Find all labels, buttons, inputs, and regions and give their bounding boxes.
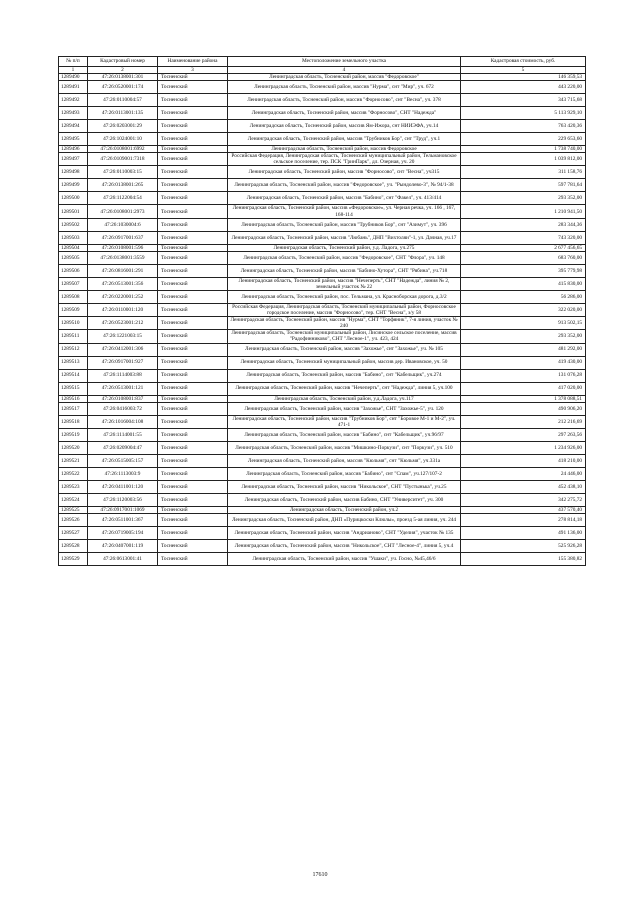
district-cell: Тосненский — [158, 107, 228, 120]
cadastral-number-cell: 47:26:0412001:306 — [88, 343, 158, 356]
value-cell: 1 738 740,00 — [461, 146, 586, 153]
district-cell: Тосненский — [158, 146, 228, 153]
table-row — [59, 369, 586, 382]
district-cell: Тосненский — [158, 480, 228, 493]
table-row — [59, 264, 586, 277]
table-row — [59, 480, 586, 493]
cadastral-number-cell: 47:26:0113001:135 — [88, 107, 158, 120]
row-number-cell: 1289512 — [59, 343, 88, 356]
location-cell: Ленинградская область, Тосненский район, массив "Мишкино-Поркузи", снт "Поркузи", уч. 510 — [228, 441, 461, 454]
location-cell: Ленинградская область, Тосненский муниципальный район, Лисинское сельское поселение, массив "Радофинниково", СНТ "Лесное-1", уч. 423, 424 — [228, 330, 461, 343]
value-cell: 525 926,28 — [461, 539, 586, 552]
table-row — [59, 179, 586, 192]
location-cell: Ленинградская область, Тосненский район, массив "Захожье", снт "Захожье", уч. № 105 — [228, 343, 461, 356]
row-number-cell: 1289504 — [59, 244, 88, 251]
location-cell: Ленинградская область, Тосненский район, массив "Бабино", снт "Факел", уч. 413/414 — [228, 192, 461, 205]
row-number-cell: 1289510 — [59, 317, 88, 330]
table-row — [59, 94, 586, 107]
table-row — [59, 218, 586, 231]
location-cell: Ленинградская область, Тосненский район, массив "Захожье", СНТ "Захожье-5", уч. 120 — [228, 402, 461, 415]
district-cell: Тосненский — [158, 513, 228, 526]
value-cell: 418 210,00 — [461, 454, 586, 467]
row-number-cell: 1289492 — [59, 94, 88, 107]
district-cell: Тосненский — [158, 133, 228, 146]
location-cell: Ленинградская область, Тосненский район, массив «Федоровское», ул. Черная речка, уч. 166 , 167, 168-114 — [228, 205, 461, 218]
district-cell: Тосненский — [158, 153, 228, 166]
value-cell: 1 378 088,51 — [461, 395, 586, 402]
district-cell: Тосненский — [158, 382, 228, 395]
table-row — [59, 81, 586, 94]
value-cell: 322 020,00 — [461, 303, 586, 316]
table-row — [59, 415, 586, 428]
cadastral-number-cell: 47:26:1122004:54 — [88, 192, 158, 205]
column-number: 5 — [461, 67, 586, 74]
location-cell: Ленинградская область, Тосненский район, у.д.Ладога, уч.117 — [228, 395, 461, 402]
location-cell: Ленинградская область, Тосненский район, массив Бабино, СНТ "Университет", уч. 300 — [228, 493, 461, 506]
cadastral-number-cell: 47:26:0613001:41 — [88, 552, 158, 565]
location-cell: Ленинградская область, Тосненский район, массив "Никольское", СНТ "Лесное-4", линия 5, уч.4 — [228, 539, 461, 552]
district-cell: Тосненский — [158, 539, 228, 552]
cadastral-number-cell: 47:26:0108001:2973 — [88, 205, 158, 218]
table-row — [59, 395, 586, 402]
location-cell: Ленинградская область, Тосненский район, массив "Нечеперть", СНТ "Надежда", линия № 2, земельный участок № 22 — [228, 277, 461, 290]
row-number-cell: 1289493 — [59, 107, 88, 120]
location-cell: Ленинградская область, Тосненский район, массив "Бабино", снт "Спам", уч.127/107-2 — [228, 467, 461, 480]
row-number-cell: 1289502 — [59, 218, 88, 231]
district-cell: Тосненский — [158, 244, 228, 251]
row-number-cell: 1289520 — [59, 441, 88, 454]
value-cell: 452 438,10 — [461, 480, 586, 493]
page-number: 17610 — [312, 872, 328, 878]
column-number-row — [59, 67, 586, 74]
district-cell: Тосненский — [158, 467, 228, 480]
location-cell: Ленинградская область, Тосненский район, массив "Кюльмя", снт "Кюльмя", уч.331а — [228, 454, 461, 467]
row-number-cell: 1289494 — [59, 120, 88, 133]
row-number-cell: 1289501 — [59, 205, 88, 218]
cadastral-number-cell: 47:26:1221003:15 — [88, 330, 158, 343]
cadastral-number-cell: 47:26:1024001:10 — [88, 133, 158, 146]
district-cell: Тосненский — [158, 231, 228, 244]
value-cell: 155 380,82 — [461, 552, 586, 565]
cadastral-number-cell: 47:26:1120003:56 — [88, 493, 158, 506]
table-row — [59, 402, 586, 415]
district-cell: Тосненский — [158, 317, 228, 330]
row-number-cell: 1289523 — [59, 480, 88, 493]
location-cell: Ленинградская область, Тосненский район, массив "Никольское", СНТ "Пустынька", уч.25 — [228, 480, 461, 493]
value-cell: 342 275,72 — [461, 493, 586, 506]
district-cell: Тосненский — [158, 277, 228, 290]
value-cell: 311 158,76 — [461, 166, 586, 179]
district-cell: Тосненский — [158, 74, 228, 81]
table-row — [59, 120, 586, 133]
location-cell: Ленинградская область, Тосненский район, массив "Форносово", СНТ "Надежда" — [228, 107, 461, 120]
row-number-cell: 1289503 — [59, 231, 88, 244]
row-number-cell: 1289513 — [59, 356, 88, 369]
district-cell: Тосненский — [158, 369, 228, 382]
district-cell: Тосненский — [158, 526, 228, 539]
row-number-cell: 1289522 — [59, 467, 88, 480]
value-cell: 437 570,40 — [461, 506, 586, 513]
table-row — [59, 303, 586, 316]
location-cell: Ленинградская область, Тосненский район, массив Ям-Ижора, снт НИИЭФА, уч.14 — [228, 120, 461, 133]
location-cell: Ленинградская область, Тосненский район, массив "Трубников Бор", снт "Азимут", уч. 396 — [228, 218, 461, 231]
row-number-cell: 1289527 — [59, 526, 88, 539]
district-cell: Тосненский — [158, 120, 228, 133]
location-cell: Ленинградская область, Тосненский район, массив "Нурма", СНТ "Торфяник", 7-я линия, участок № 240 — [228, 317, 461, 330]
cadastral-number-cell: 47:26:0110003:15 — [88, 166, 158, 179]
value-cell: 1 210 941,50 — [461, 205, 586, 218]
cadastral-number-cell: 47:26:0407001:119 — [88, 539, 158, 552]
column-number: 3 — [158, 67, 228, 74]
row-number-cell: 1289514 — [59, 369, 88, 382]
table-row — [59, 493, 586, 506]
table-row — [59, 441, 586, 454]
cadastral-number-cell: 47:26:0110004:57 — [88, 94, 158, 107]
table-row — [59, 467, 586, 480]
cadastral-number-cell: 47:26:1016004:108 — [88, 415, 158, 428]
table-body — [59, 74, 586, 566]
cadastral-number-cell: 47:26:1114001:55 — [88, 428, 158, 441]
value-cell: 293 352,00 — [461, 330, 586, 343]
table-row — [59, 343, 586, 356]
location-cell: Ленинградская область, Тосненский район, массив "Федоровское" — [228, 74, 461, 81]
district-cell: Тосненский — [158, 179, 228, 192]
value-cell: 481 292,00 — [461, 343, 586, 356]
cadastral-number-cell: 47:26:0138001:3559 — [88, 251, 158, 264]
location-cell: Ленинградская область, Тосненский район, массив "Андрианово", СНТ "Уделия", участок № 135 — [228, 526, 461, 539]
table-row — [59, 552, 586, 565]
district-cell: Тосненский — [158, 402, 228, 415]
district-cell: Тосненский — [158, 192, 228, 205]
header-cadastral-value: Кадастровая стоимость, руб. — [461, 57, 586, 67]
cadastral-number-cell: 47:26:0416003:72 — [88, 402, 158, 415]
value-cell: 913 502,15 — [461, 317, 586, 330]
value-cell: 131 076,28 — [461, 369, 586, 382]
row-number-cell: 1289518 — [59, 415, 88, 428]
value-cell: 743 320,00 — [461, 231, 586, 244]
value-cell: 491 136,00 — [461, 526, 586, 539]
value-cell: 212 216,69 — [461, 415, 586, 428]
column-number: 1 — [59, 67, 88, 74]
header-location: Местоположение земельного участка — [228, 57, 461, 67]
district-cell: Тосненский — [158, 454, 228, 467]
row-number-cell: 1289521 — [59, 454, 88, 467]
cadastral-number-cell: 47:26:0411001:120 — [88, 480, 158, 493]
header-row-number: № п/п — [59, 57, 88, 67]
value-cell: 419 430,00 — [461, 356, 586, 369]
value-cell: 415 830,00 — [461, 277, 586, 290]
location-cell: Ленинградская область, Тосненский район, массив "Трубников Бор", снт "Труд", уч.1 — [228, 133, 461, 146]
value-cell: 297 263,56 — [461, 428, 586, 441]
row-number-cell: 1289508 — [59, 290, 88, 303]
cadastral-number-cell: 47:26:0138001:301 — [88, 74, 158, 81]
cadastral-number-cell: 47:26:0209004:47 — [88, 441, 158, 454]
cadastral-number-cell: 47:26:0203001:29 — [88, 120, 158, 133]
value-cell: 56 286,00 — [461, 290, 586, 303]
table-row — [59, 526, 586, 539]
row-number-cell: 1289497 — [59, 153, 88, 166]
row-number-cell: 1289500 — [59, 192, 88, 205]
location-cell: Ленинградская область, Тосненский район, уч.2 — [228, 506, 461, 513]
location-cell: Ленинградская область, Тосненский район, массив "Бабино-Хутора", СНТ "Рябина", уч.718 — [228, 264, 461, 277]
row-number-cell: 1289506 — [59, 264, 88, 277]
cadastral-number-cell: 47:26:0520001:174 — [88, 81, 158, 94]
district-cell: Тосненский — [158, 94, 228, 107]
district-cell: Тосненский — [158, 218, 228, 231]
district-cell: Тосненский — [158, 506, 228, 513]
cadastral-number-cell: 47:26:0917001:927 — [88, 356, 158, 369]
cadastral-number-cell: 47:26:0917001:1069 — [88, 506, 158, 513]
table-header-row — [59, 57, 586, 67]
table-row — [59, 506, 586, 513]
value-cell: 490 906,20 — [461, 402, 586, 415]
location-cell: Ленинградская область, Тосненский район, массив "Форносово", снт "Весна", уч. 378 — [228, 94, 461, 107]
district-cell: Тосненский — [158, 441, 228, 454]
location-cell: Ленинградская область, Тосненский район, массив "Нурма", снт "Мир", уч. 672 — [228, 81, 461, 94]
cadastral-number-cell: 47:26:0816001:291 — [88, 264, 158, 277]
column-number: 2 — [88, 67, 158, 74]
location-cell: Ленинградская область, Тосненский район, массив "Бабино", снт "Кабельщик", уч.96/97 — [228, 428, 461, 441]
row-number-cell: 1289509 — [59, 303, 88, 316]
location-cell: Ленинградская область, Тосненский район, массив "Любань", ДНП "Вихтоляи"-1, ул. Дачная, уч.17 — [228, 231, 461, 244]
table-row — [59, 539, 586, 552]
value-cell: 24 446,00 — [461, 467, 586, 480]
row-number-cell: 1289515 — [59, 382, 88, 395]
cadastral-number-cell: 47:26:0513001:356 — [88, 277, 158, 290]
table-row — [59, 251, 586, 264]
row-number-cell: 1289524 — [59, 493, 88, 506]
value-cell: 1 234 926,00 — [461, 441, 586, 454]
location-cell: Ленинградская область, Тосненский муниципальный район, массив дер. Ивановское, уч. 50 — [228, 356, 461, 369]
district-cell: Тосненский — [158, 395, 228, 402]
value-cell: 763 420,36 — [461, 120, 586, 133]
district-cell: Тосненский — [158, 205, 228, 218]
location-cell: Ленинградская область, Тосненский район, массив "Трубников Бор", снт "Боровое М-1 и М-2", уч. 471-1 — [228, 415, 461, 428]
cadastral-number-cell: 47:26:0511001:367 — [88, 513, 158, 526]
cadastral-number-cell: 47:26:1113003:9 — [88, 467, 158, 480]
district-cell: Тосненский — [158, 493, 228, 506]
table-row — [59, 428, 586, 441]
row-number-cell: 1289490 — [59, 74, 88, 81]
row-number-cell: 1289519 — [59, 428, 88, 441]
value-cell: 343 715,68 — [461, 94, 586, 107]
row-number-cell: 1289517 — [59, 402, 88, 415]
table-row — [59, 107, 586, 120]
value-cell: 5 113 929,10 — [461, 107, 586, 120]
table-row — [59, 133, 586, 146]
district-cell: Тосненский — [158, 343, 228, 356]
row-number-cell: 1289528 — [59, 539, 88, 552]
row-number-cell: 1289499 — [59, 179, 88, 192]
row-number-cell: 1289505 — [59, 251, 88, 264]
value-cell: 417 020,00 — [461, 382, 586, 395]
header-district-name: Наименование района — [158, 57, 228, 67]
table-row — [59, 74, 586, 81]
table-row — [59, 513, 586, 526]
cadastral-number-cell: 47:26:0138001:265 — [88, 179, 158, 192]
row-number-cell: 1289495 — [59, 133, 88, 146]
value-cell: 2 677 456,65 — [461, 244, 586, 251]
cadastral-number-cell: 47:26:1030004:6 — [88, 218, 158, 231]
location-cell: Ленинградская область, Тосненский район, пос. Тельмана, ул. Красноборская дорога, д.3/2 — [228, 290, 461, 303]
column-number: 4 — [228, 67, 461, 74]
value-cell: 1 039 812,00 — [461, 153, 586, 166]
table-row — [59, 153, 586, 166]
location-cell: Ленинградская область, Тосненский район, массив "Ушаки", уч. Госно, №45,46/6 — [228, 552, 461, 565]
value-cell: 395 779,98 — [461, 264, 586, 277]
value-cell: 683 760,00 — [461, 251, 586, 264]
table-row — [59, 356, 586, 369]
value-cell: 443 220,00 — [461, 81, 586, 94]
value-cell: 293 352,00 — [461, 192, 586, 205]
district-cell: Тосненский — [158, 251, 228, 264]
location-cell: Ленинградская область, Тосненский район, массив Федоровское — [228, 146, 461, 153]
district-cell: Тосненский — [158, 552, 228, 565]
cadastral-number-cell: 47:26:0220001:252 — [88, 290, 158, 303]
value-cell: 146 359,53 — [461, 74, 586, 81]
district-cell: Тосненский — [158, 264, 228, 277]
district-cell: Тосненский — [158, 330, 228, 343]
location-cell: Ленинградская область, Тосненский район, у.д. Ладога, уч.275 — [228, 244, 461, 251]
district-cell: Тосненский — [158, 81, 228, 94]
cadastral-number-cell: 47:26:0108001:6992 — [88, 146, 158, 153]
location-cell: Ленинградская область, Тосненский район, ДНП «Пурицкоски Клюлы», проезд 5-ая линия, уч. 244 — [228, 513, 461, 526]
cadastral-value-table — [58, 56, 586, 566]
row-number-cell: 1289496 — [59, 146, 88, 153]
row-number-cell: 1289526 — [59, 513, 88, 526]
row-number-cell: 1289511 — [59, 330, 88, 343]
row-number-cell: 1289491 — [59, 81, 88, 94]
location-cell: Ленинградская область, Тосненский район, массив "Нечеперть", снт "Надежда", линия 5, уч.100 — [228, 382, 461, 395]
cadastral-number-cell: 47:26:0719005:194 — [88, 526, 158, 539]
table-row — [59, 244, 586, 251]
value-cell: 283 344,36 — [461, 218, 586, 231]
location-cell: Ленинградская область, Тосненский район, массив "Федоровское", СНТ "Флора", уч. 148 — [228, 251, 461, 264]
district-cell: Тосненский — [158, 290, 228, 303]
cadastral-number-cell: 47:26:0513001:121 — [88, 382, 158, 395]
cadastral-number-cell: 47:26:0917001:637 — [88, 231, 158, 244]
value-cell: 597 781,64 — [461, 179, 586, 192]
cadastral-number-cell: 47:26:0109001:7318 — [88, 153, 158, 166]
district-cell: Тосненский — [158, 428, 228, 441]
table-row — [59, 192, 586, 205]
table-row — [59, 290, 586, 303]
cadastral-number-cell: 47:26:0108001:837 — [88, 395, 158, 402]
row-number-cell: 1289516 — [59, 395, 88, 402]
table-row — [59, 277, 586, 290]
document-page — [58, 56, 585, 566]
table-row — [59, 231, 586, 244]
location-cell: Ленинградская область, Тосненский район, массив "Бабино", снт "Кабельщик", уч.274 — [228, 369, 461, 382]
cadastral-number-cell: 47:26:0523001:212 — [88, 317, 158, 330]
location-cell: Российская Федерация, Ленинградская область, Тосненский муниципальный район, Форносовское городское поселение, массив "Форносово", тер. СНТ "Весна", з/у 58 — [228, 303, 461, 316]
value-cell: 229 653,60 — [461, 133, 586, 146]
cadastral-number-cell: 47:26:0515005:157 — [88, 454, 158, 467]
table-row — [59, 330, 586, 343]
row-number-cell: 1289498 — [59, 166, 88, 179]
row-number-cell: 1289529 — [59, 552, 88, 565]
table-row — [59, 166, 586, 179]
table-row — [59, 382, 586, 395]
table-row — [59, 317, 586, 330]
table-row — [59, 454, 586, 467]
district-cell: Тосненский — [158, 415, 228, 428]
cadastral-number-cell: 47:26:1114003:88 — [88, 369, 158, 382]
location-cell: Российская Федерация, Ленинградская область, Тосненский муниципальный район, Тельмановское сельское поселение, тер. ПСК "ГринПарк", дл. Озерная, уч. 20 — [228, 153, 461, 166]
row-number-cell: 1289507 — [59, 277, 88, 290]
district-cell: Тосненский — [158, 303, 228, 316]
district-cell: Тосненский — [158, 166, 228, 179]
table-row — [59, 205, 586, 218]
location-cell: Ленинградская область, Тосненский район, массив "Форносово", снт "Весна", уч315 — [228, 166, 461, 179]
row-number-cell: 1289525 — [59, 506, 88, 513]
value-cell: 278 814,18 — [461, 513, 586, 526]
table-row — [59, 146, 586, 153]
district-cell: Тосненский — [158, 356, 228, 369]
cadastral-number-cell: 47:26:0110001:120 — [88, 303, 158, 316]
location-cell: Ленинградская область, Тосненский район, массив "Федоровское", уч. "Рындолево-3", № 94/1-38 — [228, 179, 461, 192]
cadastral-number-cell: 47:26:0108001:596 — [88, 244, 158, 251]
header-cadastral-number: Кадастровый номер — [88, 57, 158, 67]
